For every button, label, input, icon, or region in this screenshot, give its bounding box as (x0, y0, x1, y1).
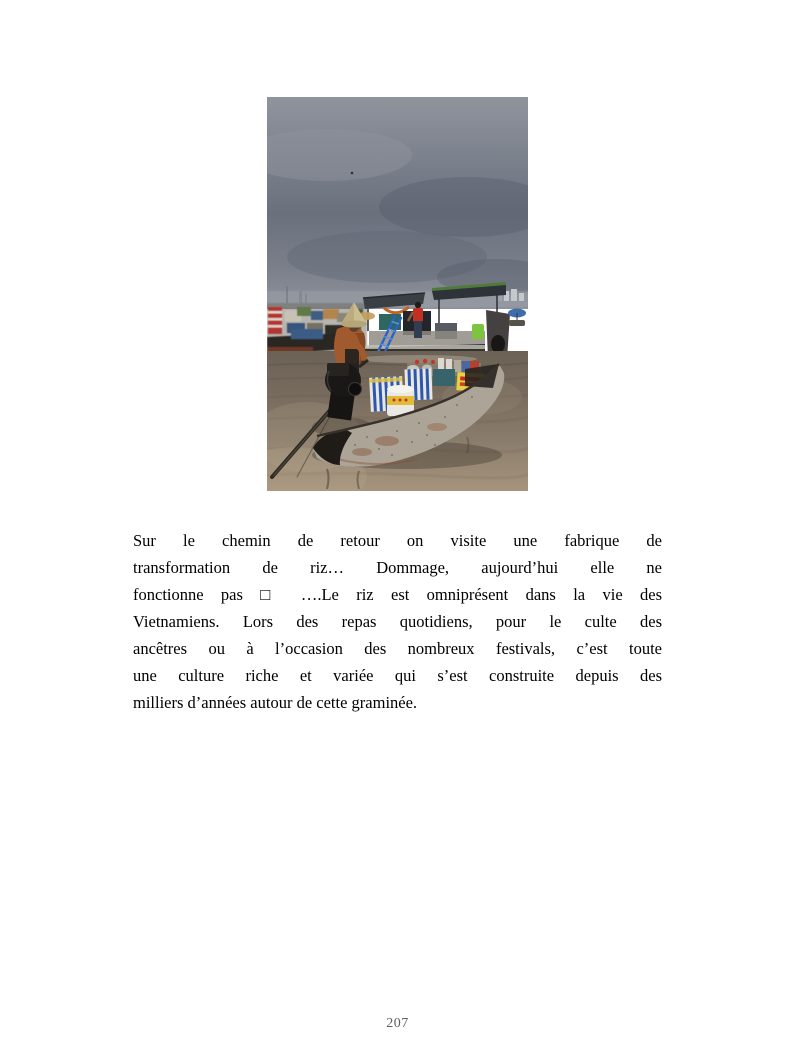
floating-market-illustration (267, 97, 528, 491)
page-number: 207 (386, 1016, 409, 1031)
lime-bucket (472, 324, 484, 339)
paragraph-line: Vietnamiens. Lors des repas quotidiens, pour le culte des (133, 612, 662, 631)
paragraph-line: une culture riche et variée qui s’est construite depuis des (133, 666, 662, 685)
mekong-floating-market-photo (267, 97, 528, 491)
paragraph-line: milliers d’années autour de cette graminée. (133, 693, 418, 712)
storm-sky (267, 97, 528, 309)
paragraph-line: fonctionne pas □ ….Le riz est omniprésent dans la vie des (133, 585, 662, 604)
paragraph-line: ancêtres ou à l’occasion des nombreux festivals, c’est toute (133, 639, 662, 658)
bird-speck (351, 172, 354, 175)
body-paragraph (133, 527, 662, 716)
paragraph-line: Sur le chemin de retour on visite une fabrique de (133, 531, 662, 550)
paragraph-line: transformation de riz… Dommage, aujourd’hui elle ne (133, 558, 662, 577)
white-bucket (387, 385, 414, 416)
tire-fender (491, 335, 505, 353)
